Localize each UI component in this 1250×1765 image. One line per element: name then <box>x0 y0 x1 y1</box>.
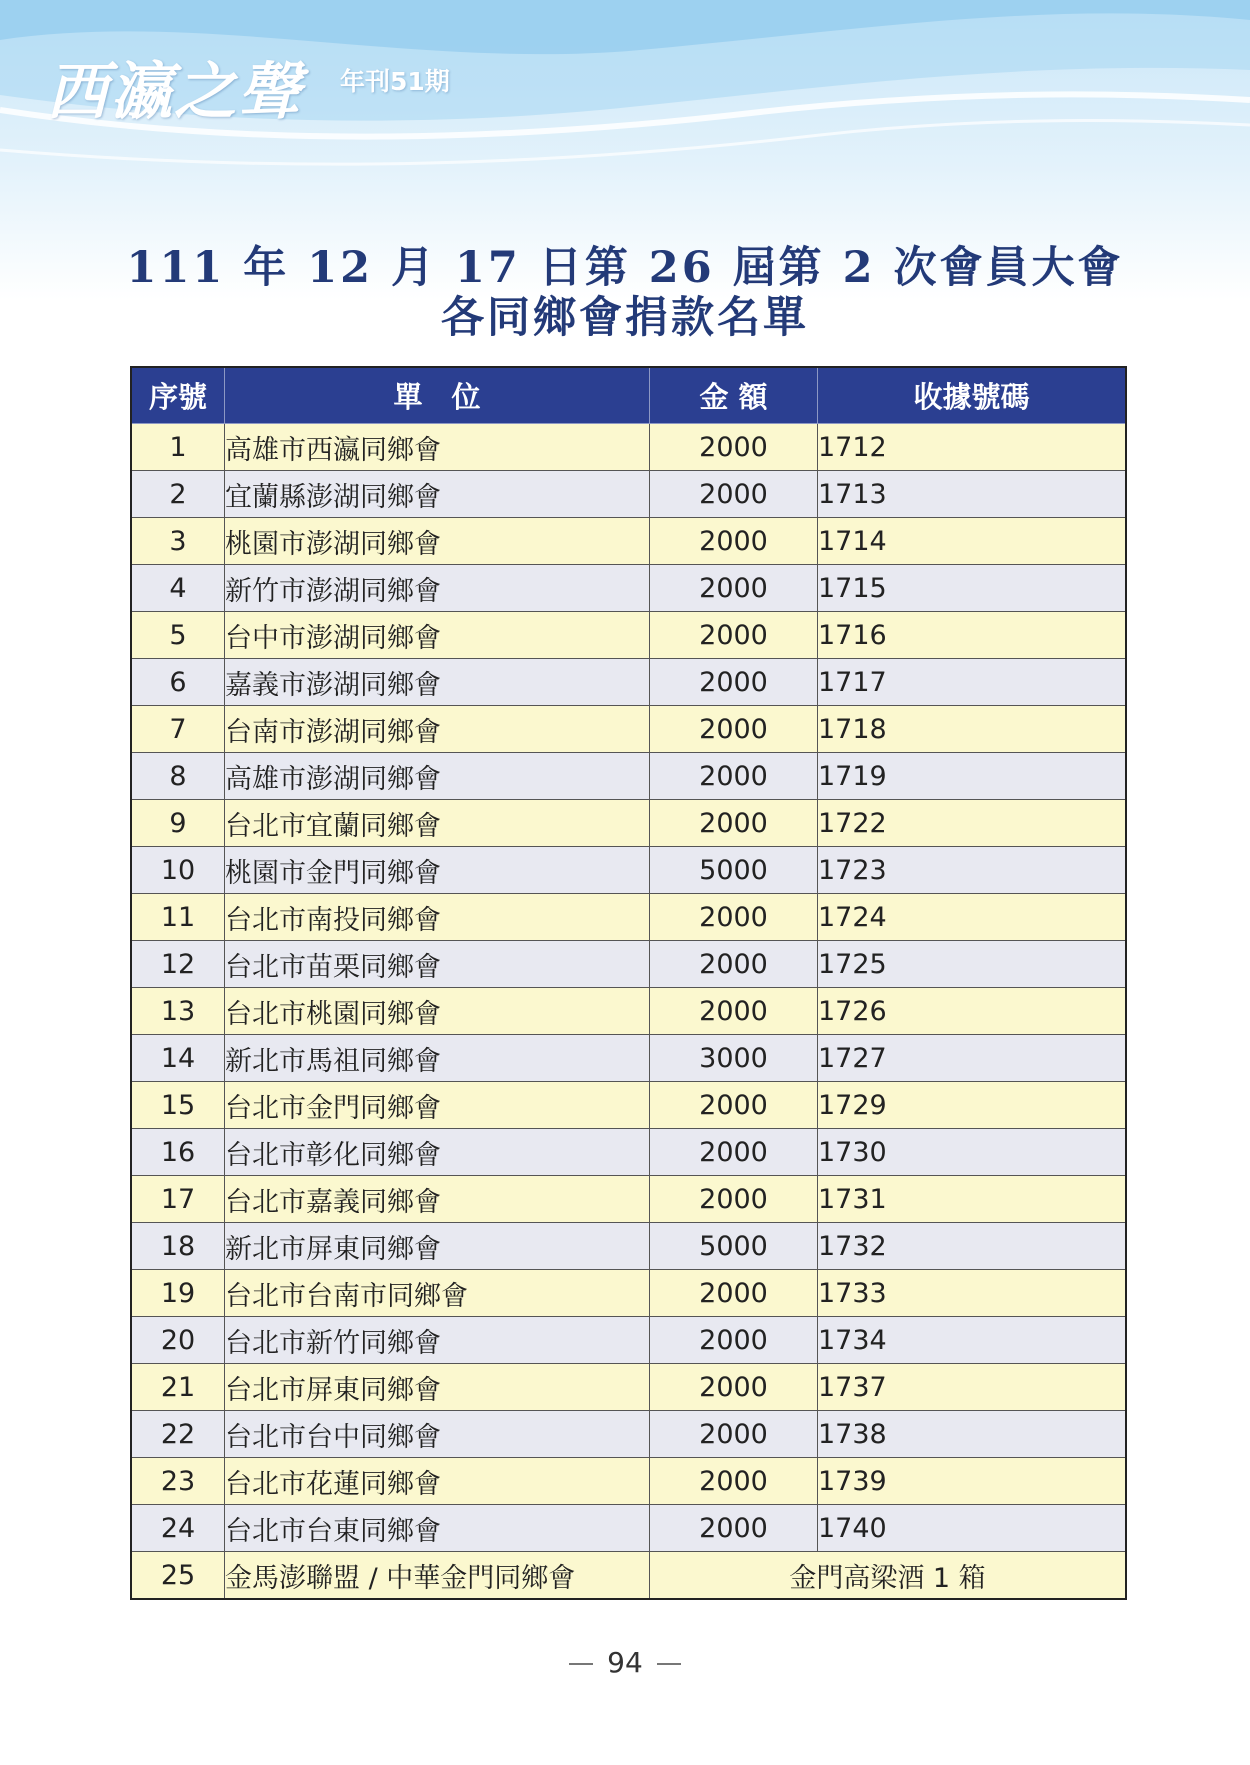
cell-receipt: 1713 <box>818 471 1127 518</box>
cell-unit: 宜蘭縣澎湖同鄉會 <box>225 471 650 518</box>
cell-serial: 16 <box>131 1129 225 1176</box>
table-row <box>131 612 1126 659</box>
cell-unit: 台北市宜蘭同鄉會 <box>225 800 650 847</box>
cell-amount: 2000 <box>650 988 818 1035</box>
cell-unit: 台北市花蓮同鄉會 <box>225 1458 650 1505</box>
table-row <box>131 988 1126 1035</box>
cell-serial: 21 <box>131 1364 225 1411</box>
table-row <box>131 1223 1126 1270</box>
table-header-row <box>131 367 1126 424</box>
cell-serial: 24 <box>131 1505 225 1552</box>
cell-amount: 2000 <box>650 1411 818 1458</box>
table-row <box>131 847 1126 894</box>
table-row <box>131 424 1126 471</box>
table-row <box>131 518 1126 565</box>
cell-amount: 2000 <box>650 800 818 847</box>
cell-receipt: 1730 <box>818 1129 1127 1176</box>
table-row <box>131 471 1126 518</box>
cell-amount: 2000 <box>650 753 818 800</box>
cell-donation-note: 金門高梁酒 1 箱 <box>650 1552 1127 1600</box>
cell-unit: 台北市南投同鄉會 <box>225 894 650 941</box>
cell-receipt: 1724 <box>818 894 1127 941</box>
cell-serial: 3 <box>131 518 225 565</box>
cell-serial: 8 <box>131 753 225 800</box>
cell-serial: 18 <box>131 1223 225 1270</box>
cell-unit: 台北市台中同鄉會 <box>225 1411 650 1458</box>
cell-unit: 新北市馬祖同鄉會 <box>225 1035 650 1082</box>
cell-serial: 10 <box>131 847 225 894</box>
column-header-unit: 單 位 <box>225 367 650 424</box>
cell-receipt: 1715 <box>818 565 1127 612</box>
table-row <box>131 1411 1126 1458</box>
cell-serial: 14 <box>131 1035 225 1082</box>
cell-receipt: 1723 <box>818 847 1127 894</box>
cell-serial: 22 <box>131 1411 225 1458</box>
cell-unit: 台北市苗栗同鄉會 <box>225 941 650 988</box>
table-row <box>131 1129 1126 1176</box>
cell-unit: 高雄市西瀛同鄉會 <box>225 424 650 471</box>
cell-serial: 4 <box>131 565 225 612</box>
cell-serial: 11 <box>131 894 225 941</box>
cell-serial: 25 <box>131 1552 225 1600</box>
cell-amount: 2000 <box>650 894 818 941</box>
table-row <box>131 800 1126 847</box>
cell-unit: 台北市台東同鄉會 <box>225 1505 650 1552</box>
table-row <box>131 1035 1126 1082</box>
cell-amount: 2000 <box>650 424 818 471</box>
cell-receipt: 1731 <box>818 1176 1127 1223</box>
cell-serial: 17 <box>131 1176 225 1223</box>
donation-table <box>130 366 1127 1600</box>
cell-amount: 2000 <box>650 1458 818 1505</box>
cell-serial: 1 <box>131 424 225 471</box>
table-body <box>131 424 1126 1600</box>
cell-unit: 新竹市澎湖同鄉會 <box>225 565 650 612</box>
table-row <box>131 565 1126 612</box>
page-title-line2: 各同鄉會捐款名單 <box>441 293 809 343</box>
cell-unit: 台北市新竹同鄉會 <box>225 1317 650 1364</box>
cell-unit: 金馬澎聯盟 / 中華金門同鄉會 <box>225 1552 650 1600</box>
cell-serial: 7 <box>131 706 225 753</box>
column-header-amount: 金 額 <box>650 367 818 424</box>
table-row <box>131 1505 1126 1552</box>
footer-dash-left <box>569 1663 593 1665</box>
cell-receipt: 1740 <box>818 1505 1127 1552</box>
column-header-receipt: 收據號碼 <box>818 367 1127 424</box>
cell-serial: 5 <box>131 612 225 659</box>
cell-serial: 19 <box>131 1270 225 1317</box>
cell-amount: 2000 <box>650 1505 818 1552</box>
cell-serial: 20 <box>131 1317 225 1364</box>
cell-receipt: 1734 <box>818 1317 1127 1364</box>
cell-receipt: 1739 <box>818 1458 1127 1505</box>
cell-receipt: 1718 <box>818 706 1127 753</box>
cell-amount: 2000 <box>650 1176 818 1223</box>
cell-receipt: 1737 <box>818 1364 1127 1411</box>
cell-receipt: 1726 <box>818 988 1127 1035</box>
cell-amount: 2000 <box>650 565 818 612</box>
publication-logo: 西瀛之聲 <box>46 55 303 128</box>
cell-amount: 2000 <box>650 1082 818 1129</box>
table-row <box>131 1364 1126 1411</box>
cell-amount: 2000 <box>650 659 818 706</box>
cell-serial: 15 <box>131 1082 225 1129</box>
cell-receipt: 1716 <box>818 612 1127 659</box>
cell-receipt: 1712 <box>818 424 1127 471</box>
cell-amount: 5000 <box>650 1223 818 1270</box>
page-title-line1: 111 年 12 月 17 日第 26 屆第 2 次會員大會 <box>126 243 1124 293</box>
cell-amount: 2000 <box>650 1364 818 1411</box>
cell-receipt: 1719 <box>818 753 1127 800</box>
cell-unit: 台北市金門同鄉會 <box>225 1082 650 1129</box>
table-row <box>131 659 1126 706</box>
table-row <box>131 1176 1126 1223</box>
page-footer <box>0 1646 1250 1679</box>
cell-unit: 桃園市澎湖同鄉會 <box>225 518 650 565</box>
cell-amount: 3000 <box>650 1035 818 1082</box>
table-row <box>131 1082 1126 1129</box>
cell-unit: 台南市澎湖同鄉會 <box>225 706 650 753</box>
cell-unit: 台中市澎湖同鄉會 <box>225 612 650 659</box>
page-number: 94 <box>607 1646 643 1679</box>
cell-unit: 新北市屏東同鄉會 <box>225 1223 650 1270</box>
cell-unit: 台北市彰化同鄉會 <box>225 1129 650 1176</box>
cell-unit: 桃園市金門同鄉會 <box>225 847 650 894</box>
cell-amount: 2000 <box>650 1317 818 1364</box>
cell-receipt: 1738 <box>818 1411 1127 1458</box>
cell-amount: 5000 <box>650 847 818 894</box>
issue-label: 年刊51期 <box>340 67 450 96</box>
cell-unit: 台北市嘉義同鄉會 <box>225 1176 650 1223</box>
table-row-final <box>131 1552 1126 1600</box>
cell-receipt: 1733 <box>818 1270 1127 1317</box>
cell-receipt: 1722 <box>818 800 1127 847</box>
table-row <box>131 941 1126 988</box>
cell-amount: 2000 <box>650 706 818 753</box>
cell-amount: 2000 <box>650 1270 818 1317</box>
cell-amount: 2000 <box>650 612 818 659</box>
table-row <box>131 753 1126 800</box>
table-row <box>131 1317 1126 1364</box>
table-row <box>131 1458 1126 1505</box>
column-header-serial: 序號 <box>131 367 225 424</box>
cell-unit: 台北市桃園同鄉會 <box>225 988 650 1035</box>
table-header <box>131 367 1126 424</box>
cell-amount: 2000 <box>650 1129 818 1176</box>
table-row <box>131 706 1126 753</box>
cell-receipt: 1729 <box>818 1082 1127 1129</box>
cell-serial: 2 <box>131 471 225 518</box>
cell-receipt: 1727 <box>818 1035 1127 1082</box>
cell-serial: 23 <box>131 1458 225 1505</box>
cell-receipt: 1725 <box>818 941 1127 988</box>
footer-dash-right <box>657 1663 681 1665</box>
cell-serial: 9 <box>131 800 225 847</box>
table-row <box>131 1270 1126 1317</box>
cell-serial: 6 <box>131 659 225 706</box>
cell-receipt: 1732 <box>818 1223 1127 1270</box>
cell-unit: 台北市屏東同鄉會 <box>225 1364 650 1411</box>
cell-serial: 12 <box>131 941 225 988</box>
cell-receipt: 1714 <box>818 518 1127 565</box>
cell-receipt: 1717 <box>818 659 1127 706</box>
cell-unit: 台北市台南市同鄉會 <box>225 1270 650 1317</box>
cell-serial: 13 <box>131 988 225 1035</box>
cell-unit: 高雄市澎湖同鄉會 <box>225 753 650 800</box>
cell-amount: 2000 <box>650 518 818 565</box>
cell-amount: 2000 <box>650 941 818 988</box>
table-row <box>131 894 1126 941</box>
cell-amount: 2000 <box>650 471 818 518</box>
cell-unit: 嘉義市澎湖同鄉會 <box>225 659 650 706</box>
